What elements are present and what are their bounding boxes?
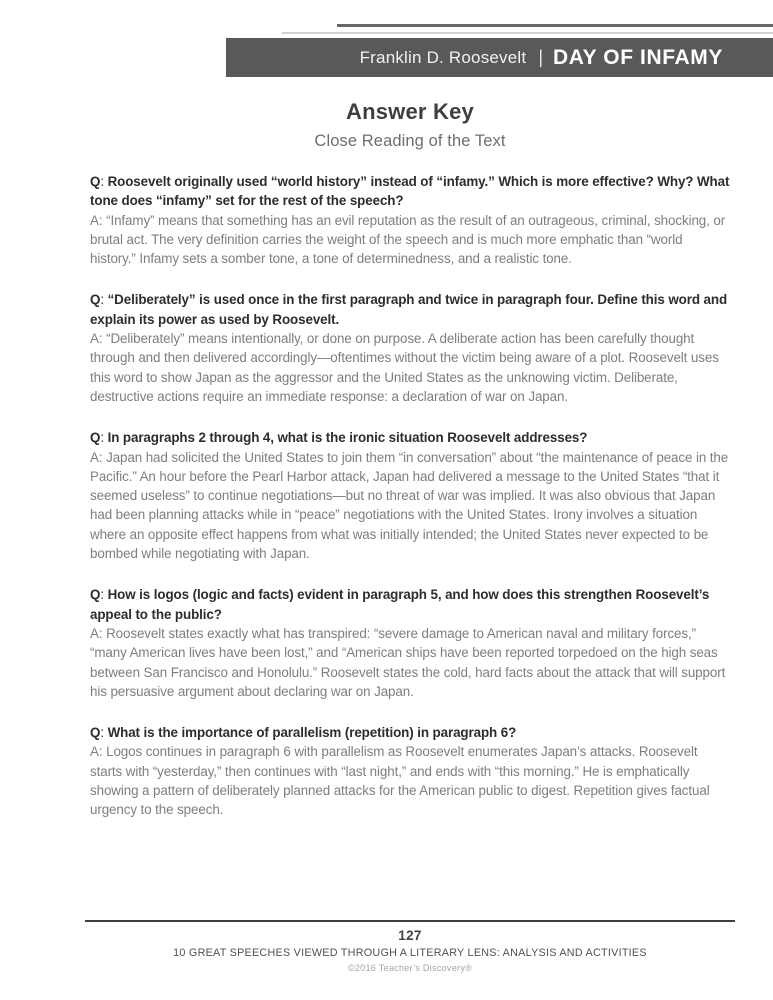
- page-title: Answer Key: [346, 99, 474, 124]
- question-text: How is logos (logic and facts) evident in paragraph 5, and how does this strengthen Roosevelt’s appeal to the public?: [90, 587, 710, 622]
- answer: [90, 448, 730, 564]
- answer-text: “Infamy” means that something has an evil reputation as the result of an outrageous, criminal, shocking, or brutal act. The very definition carries the weight of the speech and is much more emphatic than “world history.” Infamy sets a somber tone, a tone of determinedness, and a realistic tone.: [90, 212, 726, 267]
- label-colon: :: [98, 744, 107, 760]
- label-colon: :: [98, 625, 107, 641]
- question-text: “Deliberately” is used once in the first paragraph and twice in paragraph four. Define this word and explain its power as used by Roosevelt.: [90, 292, 728, 327]
- question-text: In paragraphs 2 through 4, what is the ironic situation Roosevelt addresses?: [107, 430, 588, 446]
- answer-text: Roosevelt states exactly what has transpired: “severe damage to American naval and military forces,” “many American lives have been lost,” and “American ships have been reported torpedoed on the high seas between San Francisco and Honolulu.” Roosevelt states the cold, hard facts about the attack that will support his persuasive argument about declaring war on Japan.: [90, 625, 726, 699]
- answer-key-content: [90, 172, 730, 842]
- answer-label: A: [90, 744, 99, 760]
- top-rule-light: [282, 32, 773, 34]
- question: [90, 723, 730, 742]
- question: [90, 585, 730, 624]
- label-colon: :: [100, 430, 108, 446]
- label-colon: :: [100, 587, 108, 603]
- answer-label: A: [90, 449, 99, 465]
- question: [90, 290, 730, 329]
- answer: [90, 742, 730, 819]
- qa-block-3: [90, 428, 730, 563]
- answer-text: Japan had solicited the United States to join them “in conversation” about “the maintenance of peace in the Pacific.” An hour before the Pearl Harbor attack, Japan had delivered a message to the United States “that it seemed useless” to continue negotiations—but no threat of war was implied. It was also obvious that Japan had been planning attacks while in “peace” negotiations with the United States. Irony involves a situation where an opposite effect happens from what was initially intended; the United States never expected to be bombed while negotiating with Japan.: [90, 449, 729, 562]
- answer-text: Logos continues in paragraph 6 with parallelism as Roosevelt enumerates Japan’s attacks. Roosevelt starts with “yesterday,” then continues with “last night,” and ends with “this morning.” He is emphatically showing a pattern of deliberately planned attacks for the American public to digest. Repetition gives factual urgency to the speech.: [90, 744, 710, 818]
- qa-block-1: [90, 172, 730, 268]
- title-group: [85, 99, 735, 151]
- qa-block-5: [90, 723, 730, 819]
- label-colon: :: [100, 725, 108, 741]
- question-label: Q: [90, 174, 101, 189]
- label-colon: :: [98, 212, 107, 228]
- question-text: What is the importance of parallelism (repetition) in paragraph 6?: [107, 725, 517, 741]
- qa-block-4: [90, 585, 730, 701]
- top-rule-dark: [337, 24, 773, 27]
- question-label: Q: [90, 430, 101, 446]
- page-number: 127: [398, 928, 422, 943]
- answer-text: “Deliberately” means intentionally, or done on purpose. A deliberate action has been carefully thought through and then delivered accordingly—oftentimes without the victim being aware of a plot. Roosevelt uses this word to show Japan as the aggressor and the United States as the unknowing victim. Deliberate, destructive actions require an immediate response: a declaration of war on Japan.: [90, 331, 719, 404]
- question: [90, 428, 730, 447]
- question-label: Q: [90, 725, 101, 741]
- chapter-header-bar: [226, 38, 773, 77]
- answer: [90, 624, 730, 701]
- qa-block-2: [90, 290, 730, 406]
- copyright-notice: ©2016 Teacher’s Discovery®: [347, 963, 473, 973]
- question-text: Roosevelt originally used “world history” instead of “infamy.” Which is more effective? Why? What tone does “infamy” set for the rest of the speech?: [90, 174, 730, 209]
- label-colon: :: [100, 292, 108, 308]
- label-colon: :: [98, 449, 107, 465]
- chapter-author: Franklin D. Roosevelt: [359, 47, 527, 67]
- label-colon: :: [98, 331, 107, 347]
- answer-label: A: [90, 331, 99, 347]
- answer-label: A: [90, 212, 99, 228]
- book-title: 10 GREAT SPEECHES VIEWED THROUGH A LITERARY LENS: ANALYSIS AND ACTIVITIES: [173, 947, 647, 959]
- page-subtitle: Close Reading of the Text: [314, 132, 506, 150]
- footer-rule: [85, 920, 735, 922]
- answer: [90, 211, 730, 269]
- question-label: Q: [90, 292, 101, 308]
- question: [90, 172, 730, 211]
- chapter-title: DAY OF INFAMY: [553, 45, 723, 69]
- header-divider: |: [538, 47, 543, 67]
- answer: [90, 329, 730, 406]
- question-label: Q: [90, 587, 101, 603]
- answer-label: A: [90, 625, 99, 641]
- label-colon: :: [100, 174, 108, 189]
